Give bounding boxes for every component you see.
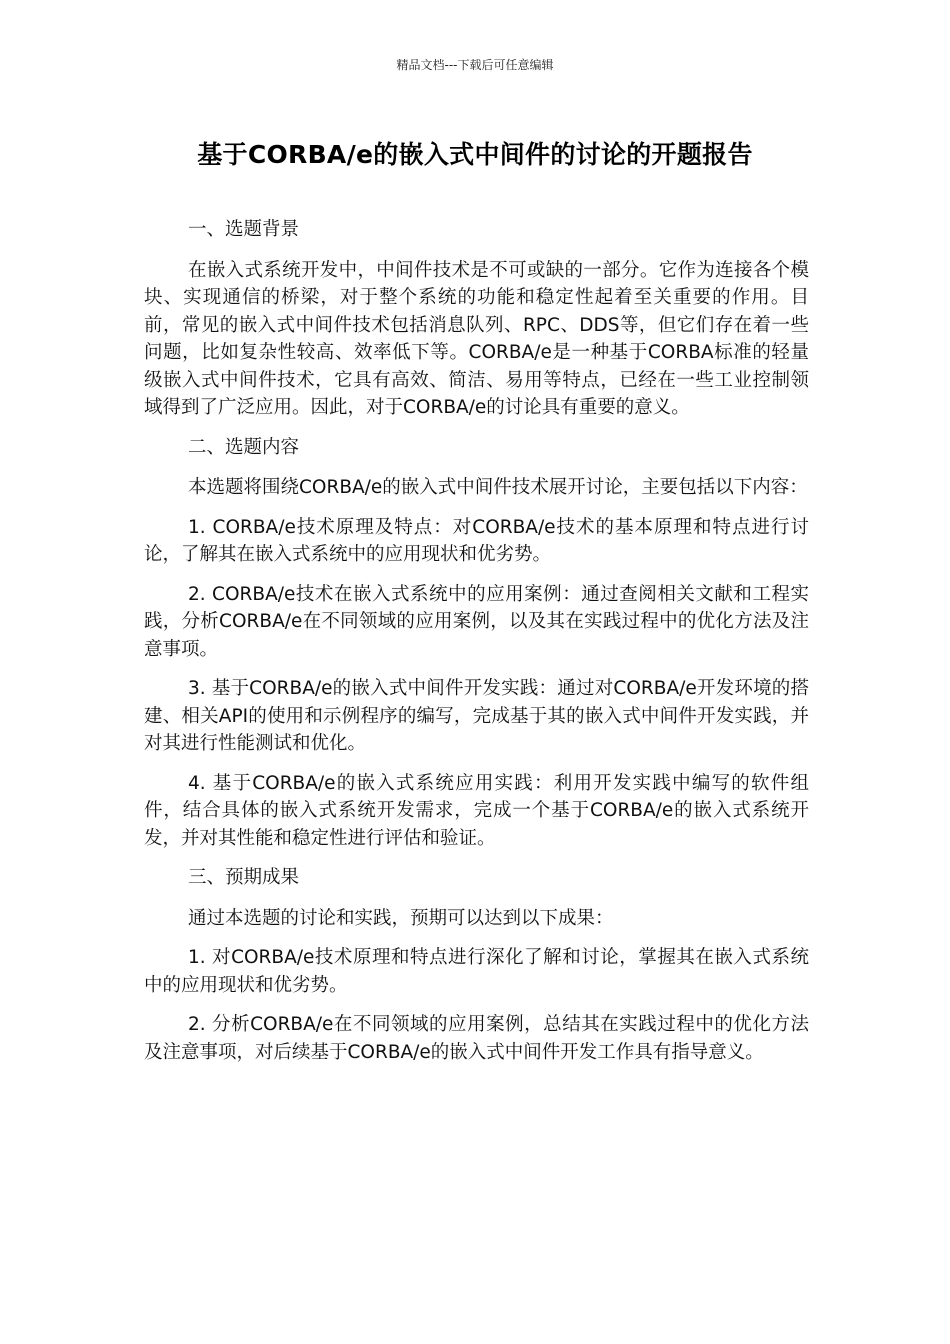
paragraph-content-item-3: 3. 基于CORBA/e的嵌入式中间件开发实践：通过对CORBA/e开发环境的搭建、相关API的使用和示例程序的编写，完成基于其的嵌入式中间件开发实践，并对其进行性能测试和优化。 — [144, 678, 809, 754]
paragraph-content-item-1: 1. CORBA/e技术原理及特点：对CORBA/e技术的基本原理和特点进行讨论，了解其在嵌入式系统中的应用现状和优劣势。 — [144, 516, 809, 565]
paragraph-content-intro: 本选题将围绕CORBA/e的嵌入式中间件技术展开讨论，主要包括以下内容： — [188, 477, 808, 498]
section-heading-background: 一、选题背景 — [188, 219, 300, 240]
page-header: 精品文档---下载后可任意编辑 — [396, 58, 554, 72]
document-title: 基于CORBA/e的嵌入式中间件的讨论的开题报告 — [197, 140, 753, 169]
paragraph-outcomes-intro: 通过本选题的讨论和实践，预期可以达到以下成果： — [188, 907, 614, 929]
section-heading-outcomes: 三、预期成果 — [188, 867, 300, 888]
paragraph-content-item-2: 2. CORBA/e技术在嵌入式系统中的应用案例：通过查阅相关文献和工程实践，分析CORBA/e在不同领域的应用案例，以及其在实践过程中的优化方法及注意事项。 — [144, 583, 809, 660]
paragraph-content-item-4: 4. 基于CORBA/e的嵌入式系统应用实践：利用开发实践中编写的软件组件，结合具体的嵌入式系统开发需求，完成一个基于CORBA/e的嵌入式系统开发，并对其性能和稳定性进行评估和验证。 — [144, 772, 809, 849]
paragraph-background: 在嵌入式系统开发中，中间件技术是不可或缺的一部分。它作为连接各个模块、实现通信的桥梁，对于整个系统的功能和稳定性起着至关重要的作用。目前，常见的嵌入式中间件技术包括消息队列、RPC、DDS等，但它们存在着一些问题，比如复杂性较高、效率低下等。CORBA/e是一种基于CORBA标准的轻量级嵌入式中间件技术，它具有高效、简洁、易用等特点，已经在一些工业控制领域得到了广泛应用。因此，对于CORBA/e的讨论具有重要的意义。 — [144, 259, 809, 418]
section-heading-content: 二、选题内容 — [188, 436, 300, 458]
paragraph-outcomes-item-1: 1. 对CORBA/e技术原理和特点进行深化了解和讨论，掌握其在嵌入式系统中的应用现状和优劣势。 — [144, 947, 809, 996]
document-body — [144, 216, 809, 1078]
paragraph-outcomes-item-2: 2. 分析CORBA/e在不同领域的应用案例，总结其在实践过程中的优化方法及注意事项，对后续基于CORBA/e的嵌入式中间件开发工作具有指导意义。 — [144, 1014, 809, 1063]
